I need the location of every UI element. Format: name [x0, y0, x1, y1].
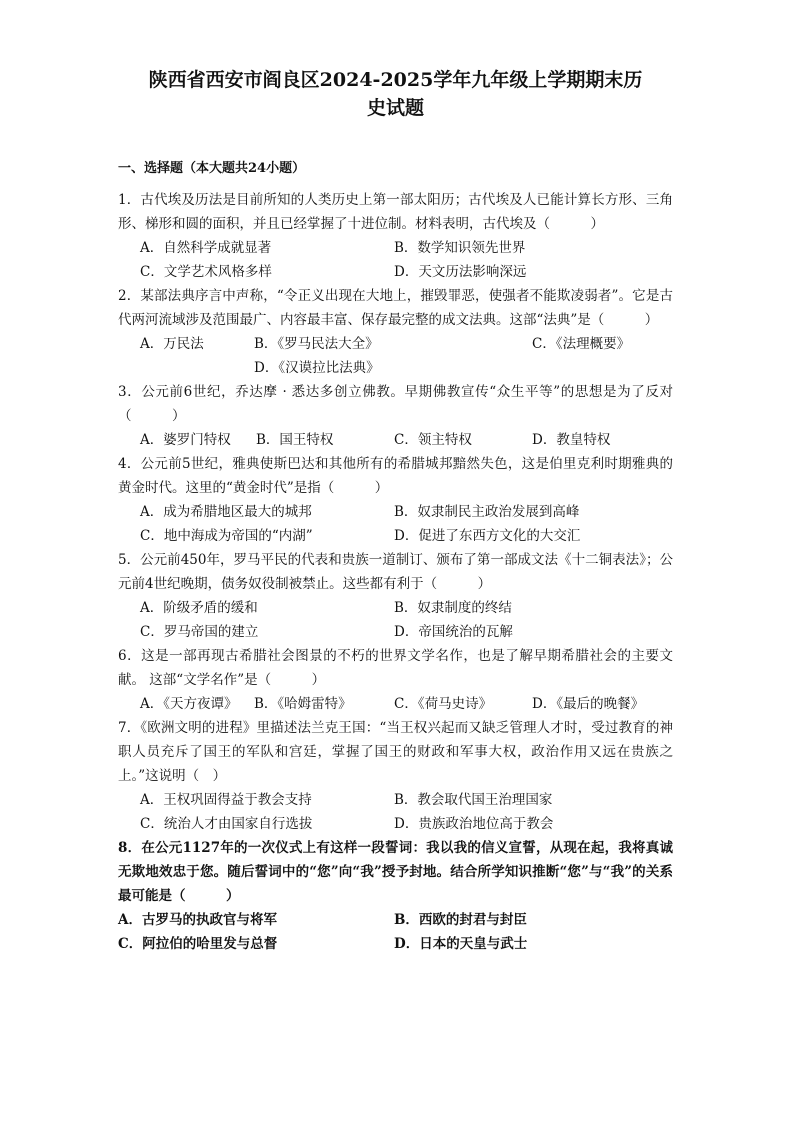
question-5: [118, 548, 673, 644]
title-line-2: 史试题: [366, 97, 424, 119]
option-c[interactable]: C．《法理概要》: [532, 336, 631, 352]
option-c[interactable]: C．文学艺术风格多样: [140, 264, 272, 280]
option-d[interactable]: D．促进了东西方文化的大交汇: [394, 528, 581, 544]
option-row: [118, 356, 673, 380]
option-c[interactable]: C．《荷马史诗》: [394, 696, 493, 712]
option-b[interactable]: B．奴隶制民主政治发展到高峰: [394, 504, 580, 520]
option-row: [118, 524, 673, 548]
option-d[interactable]: D．日本的天皇与武士: [394, 936, 528, 952]
question-7: [118, 716, 673, 836]
option-a[interactable]: A．自然科学成就显著: [140, 240, 272, 256]
option-d[interactable]: D．天文历法影响深远: [394, 264, 527, 280]
question-4: [118, 452, 673, 548]
option-row: [118, 908, 673, 932]
option-d[interactable]: D．贵族政治地位高于教会: [394, 816, 554, 832]
option-b[interactable]: B．《罗马民法大全》: [254, 336, 379, 352]
question-stem: 5．公元前450年，罗马平民的代表和贵族一道制订、颁布了第一部成文法《十二铜表法》；公元前4世纪晚期，债务奴役制被禁止。这些都有利于（ ）: [118, 552, 673, 592]
option-row: [118, 812, 673, 836]
option-row: [118, 788, 673, 812]
question-stem: 4．公元前5世纪，雅典使斯巴达和其他所有的希腊城邦黯然失色，这是伯里克利时期雅典的黄金时代。这里的“黄金时代”是指（ ）: [118, 456, 673, 496]
question-stem: 3．公元前6世纪，乔达摩 · 悉达多创立佛教。早期佛教宣传“众生平等”的思想是为了反对（ ）: [118, 384, 673, 424]
option-d[interactable]: D．《最后的晚餐》: [532, 696, 645, 712]
question-stem: 2．某部法典序言中声称，“令正义出现在大地上，摧毁罪恶，使强者不能欺凌弱者”。它是古代两河流域涉及范围最广、内容最丰富、保存最完整的成文法典。这部“法典”是（ ）: [118, 288, 673, 328]
option-c[interactable]: C．统治人才由国家自行选拔: [140, 816, 313, 832]
option-c[interactable]: C．地中海成为帝国的“内湖”: [140, 528, 313, 544]
question-stem: 8．在公元1127年的一次仪式上有这样一段誓词：我以我的信义宣誓，从现在起，我将真诚无欺地效忠于您。随后誓词中的“您”向“我”授予封地。结合所学知识推断“您”与“我”的关系最可能是（ ）: [118, 840, 673, 904]
option-row: [118, 260, 673, 284]
option-b[interactable]: B．《哈姆雷特》: [254, 696, 352, 712]
title-line-1: 陕西省西安市阎良区2024-2025学年九年级上学期期末历: [148, 69, 643, 91]
option-a[interactable]: A．万民法: [140, 336, 204, 352]
option-b[interactable]: B．西欧的封君与封臣: [394, 912, 527, 928]
option-a[interactable]: A．古罗马的执政官与将军: [118, 912, 277, 928]
option-d[interactable]: D．教皇特权: [532, 432, 611, 448]
option-d[interactable]: D．帝国统治的瓦解: [394, 624, 513, 640]
option-row: [118, 236, 673, 260]
question-3: [118, 380, 673, 452]
question-1: [118, 188, 673, 284]
option-row: [118, 932, 673, 956]
option-b[interactable]: B．奴隶制度的终结: [394, 600, 512, 616]
option-row: [118, 500, 673, 524]
option-a[interactable]: A．婆罗门特权: [140, 432, 231, 448]
question-stem: 1．古代埃及历法是目前所知的人类历史上第一部太阳历；古代埃及人已能计算长方形、三角形、梯形和圆的面积，并且已经掌握了十进位制。材料表明，古代埃及（ ）: [118, 192, 673, 232]
question-stem: 7．《欧洲文明的进程》里描述法兰克王国：“当王权兴起而又缺乏管理人才时，受过教育的神职人员充斥了国王的军队和宫廷，掌握了国王的财政和军事大权，政治作用又远在贵族之上。”这说明（ ）: [118, 720, 673, 784]
question-6: [118, 644, 673, 716]
option-row: [118, 428, 673, 452]
option-a[interactable]: A．王权巩固得益于教会支持: [140, 792, 312, 808]
question-2: [118, 284, 673, 380]
option-a[interactable]: A．《天方夜谭》: [140, 696, 238, 712]
option-b[interactable]: B．教会取代国王治理国家: [394, 792, 553, 808]
option-d[interactable]: D．《汉谟拉比法典》: [254, 360, 380, 376]
option-row: [118, 596, 673, 620]
option-row: [118, 692, 673, 716]
option-b[interactable]: B．数学知识领先世界: [394, 240, 526, 256]
section-heading: 一、选择题（本大题共24小题）: [118, 161, 306, 176]
option-row: [118, 620, 673, 644]
option-row: [118, 332, 673, 356]
option-b[interactable]: B．国王特权: [256, 432, 334, 448]
option-c[interactable]: C．阿拉伯的哈里发与总督: [118, 936, 278, 952]
option-a[interactable]: A．阶级矛盾的缓和: [140, 600, 258, 616]
page-title: [118, 0, 673, 122]
question-stem: 6．这是一部再现古希腊社会图景的不朽的世界文学名作，也是了解早期希腊社会的主要文献。 这部“文学名作”是（ ）: [118, 648, 673, 688]
question-8: [118, 836, 673, 956]
option-a[interactable]: A．成为希腊地区最大的城邦: [140, 504, 312, 520]
option-c[interactable]: C．领主特权: [394, 432, 472, 448]
option-c[interactable]: C．罗马帝国的建立: [140, 624, 259, 640]
